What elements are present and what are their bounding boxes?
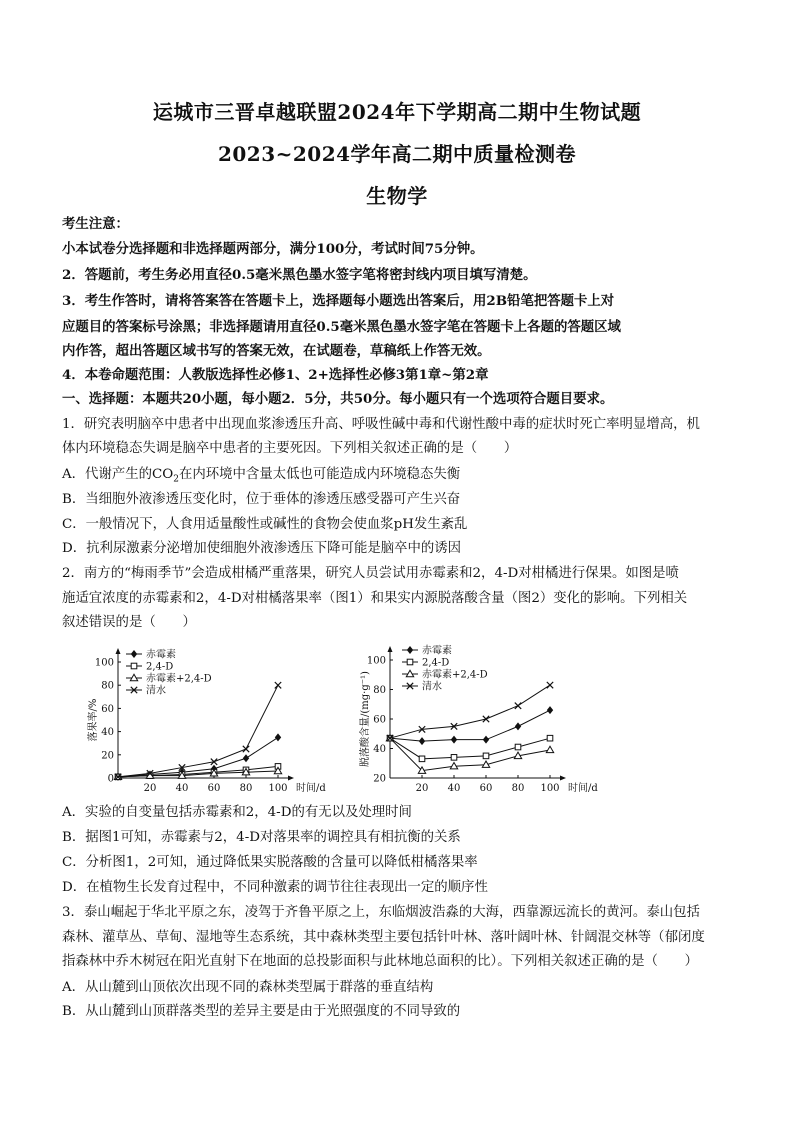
series-line	[390, 685, 550, 738]
marker-square	[483, 753, 489, 759]
question-3-option-b: B．从山麓到山顶群落类型的差异主要是由于光照强度的不同导致的	[62, 1004, 461, 1019]
question-1-stem: 体内环境稳态失调是脑卒中患者的主要死因。下列相关叙述正确的是（ ）	[62, 441, 518, 456]
option-text: 在内环境中含量太低也可能造成内环境稳态失衡	[178, 467, 461, 482]
page-title: 运城市三晋卓越联盟2024年下学期高二期中生物试题	[152, 100, 642, 124]
x-axis-arrow	[560, 776, 566, 781]
series-line	[118, 737, 278, 776]
y-tick-label: 100	[94, 657, 114, 669]
x-tick-label: 60	[207, 783, 221, 794]
section-heading: 一、选择题：本题共20小题，每小题2．5分，共50分。每小题只有一个选项符合题目要求。	[62, 391, 614, 407]
marker-diamond	[515, 722, 521, 730]
legend-label: 清水	[422, 681, 442, 693]
marker-triangle	[546, 746, 553, 752]
chart-abscisic-acid	[344, 640, 604, 800]
y-axis-arrow	[116, 648, 121, 654]
series-line	[390, 710, 550, 741]
question-2-option-d: D．在植物生长发育过程中，不同种激素的调节往往表现出一定的顺序性	[62, 880, 488, 895]
legend-label: 赤霉素+2,4-D	[422, 669, 488, 681]
question-2-stem: 2．南方的“梅雨季节”会造成柑橘严重落果，研究人员尝试用赤霉素和2，4-D对柑橘进行保果。如图是喷	[62, 566, 679, 581]
notice-item: 应题目的答案标号涂黑；非选择题请用直径0.5毫米黑色墨水签字笔在答题卡上各题的答题区域	[62, 319, 621, 335]
marker-square	[547, 735, 553, 741]
y-tick-label: 20	[373, 773, 386, 785]
question-1-option-b: B．当细胞外液渗透压变化时，位于垂体的渗透压感受器可产生兴奋	[62, 492, 461, 507]
x-tick-label: 20	[415, 783, 429, 794]
x-axis-label: 时间/d	[296, 783, 326, 794]
x-tick-label: 100	[268, 783, 288, 794]
marker-diamond	[407, 646, 413, 654]
x-tick-label: 40	[175, 783, 189, 794]
page-subtitle: 2023~2024学年高二期中质量检测卷	[217, 142, 577, 166]
marker-square	[451, 755, 457, 761]
y-tick-label: 0	[107, 773, 114, 785]
y-tick-label: 80	[373, 685, 386, 696]
y-tick-label: 60	[373, 714, 386, 726]
legend-label: 赤霉素	[146, 649, 176, 661]
marker-square	[515, 744, 521, 750]
question-2-stem: 施适宜浓度的赤霉素和2，4-D对柑橘落果率（图1）和果实内源脱落酸含量（图2）变化的影响。下列相关	[62, 591, 688, 606]
legend-label: 赤霉素	[422, 645, 452, 657]
marker-diamond	[451, 736, 457, 744]
question-3-option-a: A．从山麓到山顶依次出现不同的森林类型属于群落的垂直结构	[62, 980, 434, 995]
notice-item: 内作答，超出答题区域书写的答案无效，在试题卷，草稿纸上作答无效。	[62, 343, 491, 359]
question-2-stem: 叙述错误的是（ ）	[62, 615, 196, 630]
subject-title: 生物学	[366, 184, 428, 208]
marker-diamond	[547, 706, 553, 714]
y-tick-label: 80	[101, 680, 114, 692]
notice-item: 2．答题前，考生务必用直径0.5毫米黑色墨水签字笔将密封线内项目填写清楚。	[62, 267, 537, 283]
legend-label: 2,4-D	[422, 657, 450, 669]
question-1-option-d: D．抗利尿激素分泌增加使细胞外液渗透压下降可能是脑卒中的诱因	[62, 541, 462, 556]
legend-label: 2,4-D	[146, 661, 174, 673]
marker-square	[131, 663, 137, 669]
x-tick-label: 20	[143, 783, 157, 794]
marker-diamond	[419, 737, 425, 745]
question-2-option-c: C．分析图1，2可知，通过降低果实脱落酸的含量可以降低柑橘落果率	[62, 855, 478, 870]
x-tick-label: 80	[239, 783, 253, 794]
y-axis-arrow	[388, 646, 393, 652]
question-3-stem: 3．泰山崛起于华北平原之东，凌驾于齐鲁平原之上，东临烟波浩淼的大海，西靠源远流长的黄河。泰山包括	[62, 905, 700, 920]
legend-label: 赤霉素+2,4-D	[146, 673, 212, 685]
question-1-option-c: C．一般情况下，人食用适量酸性或碱性的食物会使血浆pH发生紊乱	[62, 517, 468, 532]
question-1-stem: 1．研究表明脑卒中患者中出现血浆渗透压升高、呼吸性碱中毒和代谢性酸中毒的症状时死亡率明显增高，机	[62, 417, 700, 432]
y-axis-label: 落果率/%	[88, 698, 99, 742]
question-1-option-a	[62, 466, 762, 489]
y-tick-label: 20	[101, 750, 114, 762]
y-tick-label: 60	[101, 703, 114, 715]
x-axis-label: 时间/d	[568, 783, 598, 794]
figure-1	[66, 640, 326, 800]
x-tick-label: 40	[447, 783, 461, 794]
question-3-stem: 森林、灌草丛、草甸、湿地等生态系统，其中森林类型主要包括针叶林、落叶阔叶林、针阔混交林等（郁闭度	[62, 930, 705, 945]
series-line	[118, 685, 278, 777]
notice-heading: 考生注意：	[62, 216, 129, 232]
series-line	[390, 738, 550, 759]
y-tick-label: 40	[373, 744, 386, 755]
question-2-option-a: A．实验的自变量包括赤霉素和2，4-D的有无以及处理时间	[62, 805, 412, 820]
x-tick-label: 60	[479, 783, 493, 794]
y-tick-label: 40	[101, 727, 114, 739]
x-axis-arrow	[288, 776, 294, 781]
option-text: A．代谢产生的CO	[62, 467, 174, 482]
marker-diamond	[483, 736, 489, 744]
notice-item: 3．考生作答时，请将答案答在答题卡上，选择题每小题选出答案后，用2B铅笔把答题卡上对	[62, 293, 615, 309]
marker-diamond	[243, 754, 249, 762]
question-2-option-b: B．据图1可知，赤霉素与2，4-D对落果率的调控具有相抗衡的关系	[62, 830, 461, 845]
notice-item: 4．本卷命题范围：人教版选择性必修1、2+选择性必修3第1章~第2章	[62, 367, 489, 383]
x-tick-label: 100	[540, 783, 560, 794]
question-3-stem: 指森林中乔木树冠在阳光直射下在地面的总投影面积与此林地总面积的比）。下列相关叙述正确的是（ ）	[62, 954, 699, 969]
series-line	[390, 738, 550, 770]
legend-label: 清水	[146, 685, 166, 697]
marker-square	[419, 756, 425, 762]
y-axis-label: 脱落酸含量/(mg·g⁻¹)	[360, 671, 371, 767]
x-tick-label: 80	[511, 783, 525, 794]
marker-diamond	[131, 650, 137, 658]
figure-2	[344, 640, 604, 800]
chart-fall-rate	[66, 640, 326, 800]
subscript: 2	[173, 474, 179, 485]
notice-item: 小本试卷分选择题和非选择题两部分，满分100分，考试时间75分钟。	[62, 241, 484, 257]
y-tick-label: 100	[366, 655, 386, 667]
marker-square	[407, 659, 413, 665]
marker-diamond	[275, 733, 281, 741]
